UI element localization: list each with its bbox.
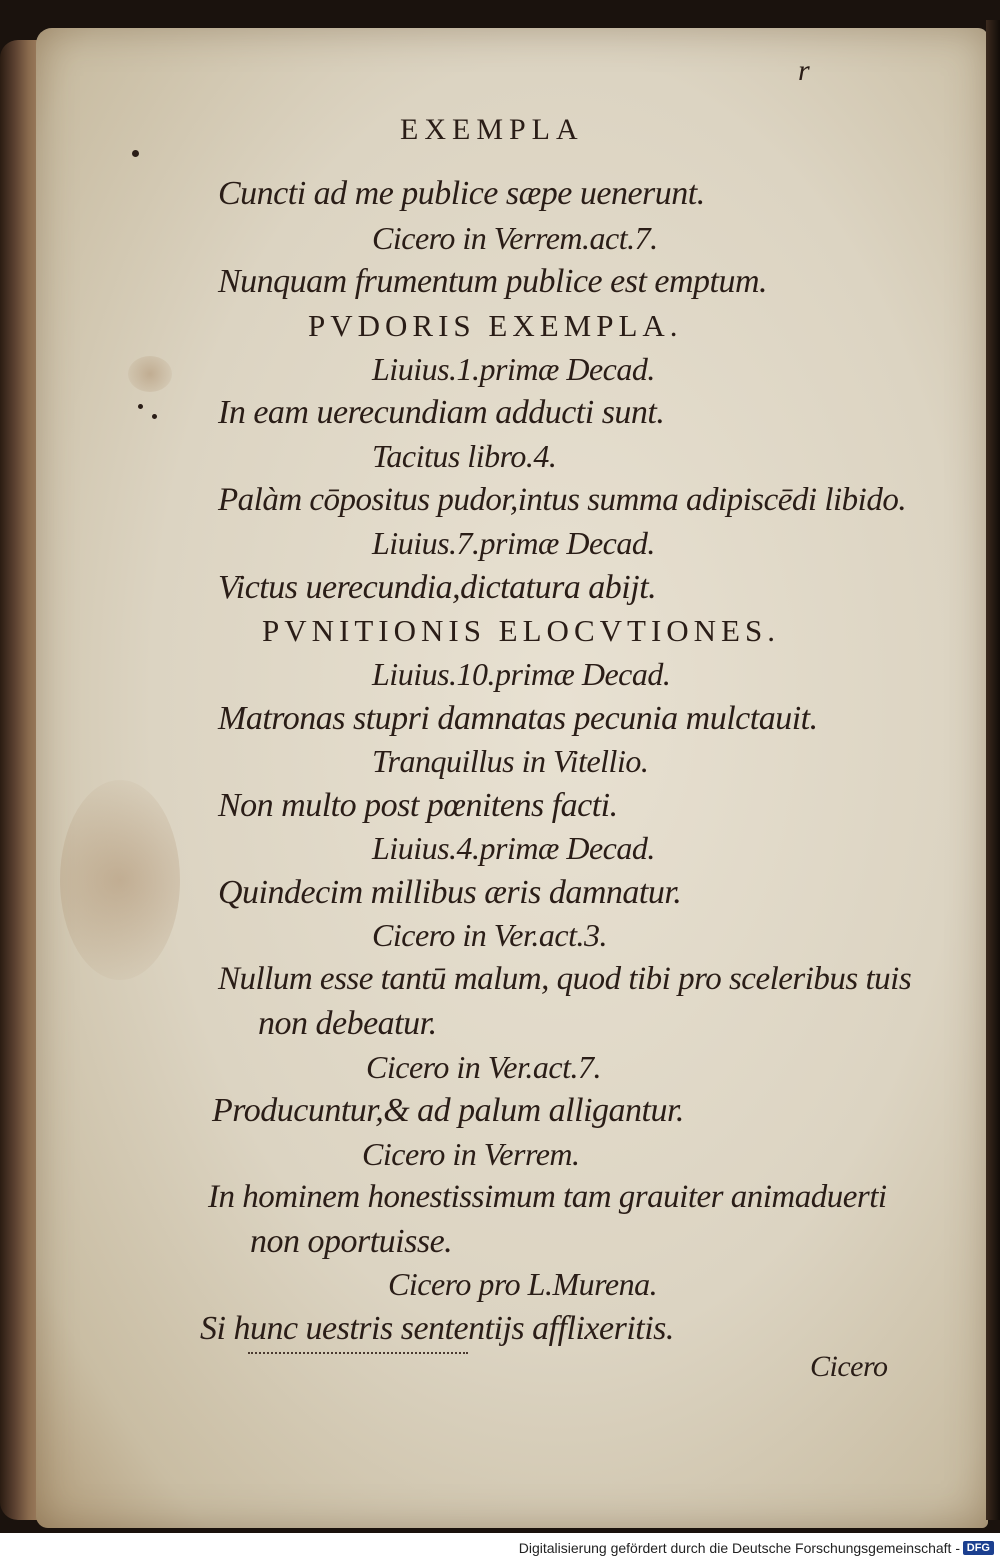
ink-spot [152,414,157,419]
source-citation: Liuius.7.primæ Decad. [372,525,655,561]
running-head: EXEMPLA [400,113,584,146]
source-citation: Tranquillus in Vitellio. [372,743,649,779]
text-line: In hominem honestissimum tam grauiter animaduerti [208,1179,887,1215]
decorative-rule [248,1352,468,1354]
source-citation: Tacitus libro.4. [372,438,557,474]
paper-stain [128,356,172,392]
catchword: Cicero [810,1350,888,1383]
text-line: Matronas stupri damnatas pecunia mulctauit. [218,700,818,737]
text-line: Nullum esse tantū malum, quod tibi pro sceleribus tuis [218,961,912,997]
page-edge-shadow [986,20,1000,1520]
text-line: non oportuisse. [250,1223,453,1260]
source-citation: Liuius.4.primæ Decad. [372,830,655,866]
source-citation: Liuius.10.primæ Decad. [372,656,671,692]
paper-stain [60,780,180,980]
source-citation: Cicero pro L.Murena. [388,1266,658,1302]
text-line: Quindecim millibus æris damnatur. [218,874,682,911]
source-citation: Cicero in Ver.act.3. [372,917,607,953]
source-citation: Cicero in Ver.act.7. [366,1049,601,1085]
text-line: Non multo post pœnitens facti. [218,787,618,824]
source-citation: Cicero in Verrem. [362,1136,580,1172]
text-line: non debeatur. [258,1005,437,1042]
text-line: Producuntur,& ad palum alligantur. [212,1092,684,1129]
ink-spot [132,150,139,157]
source-citation: Liuius.1.primæ Decad. [372,351,655,387]
text-line: Palàm cōpositus pudor,intus summa adipiscēdi libido. [218,482,907,518]
text-line: In eam uerecundiam adducti sunt. [218,394,665,431]
section-heading: PVNITIONIS ELOCVTIONES. [262,613,780,648]
section-heading: PVDORIS EXEMPLA. [308,308,683,343]
text-line: Cuncti ad me publice sæpe uenerunt. [218,175,705,212]
signature-mark: r [798,54,810,87]
text-line: Victus uerecundia,dictatura abijt. [218,569,657,606]
ink-spot [138,404,143,409]
text-line: Si hunc uestris sententijs afflixeritis. [200,1310,674,1347]
source-citation: Cicero in Verrem.act.7. [372,220,658,256]
text-line: Nunquam frumentum publice est emptum. [218,263,768,300]
funding-credit: Digitalisierung gefördert durch die Deutsche Forschungsgemeinschaft - [518,1540,960,1556]
footer-bar [0,1533,1000,1561]
dfg-logo: DFG [963,1541,994,1555]
